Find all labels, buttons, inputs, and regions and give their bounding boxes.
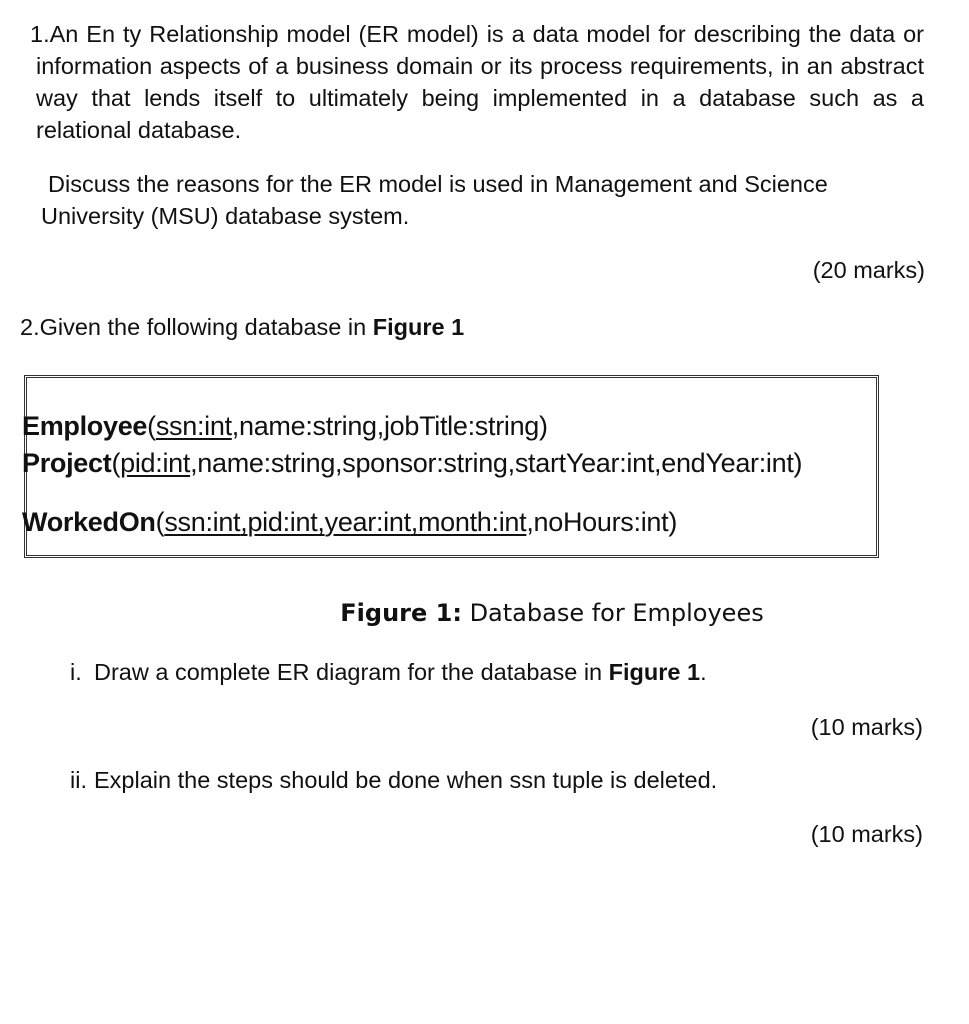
question-1-discuss-line-2: University (MSU) database system. [41, 203, 410, 229]
schema-workedon-attrs: ,noHours:int) [526, 507, 678, 537]
question-2-lead-text: 2.Given the following database in [20, 314, 373, 340]
question-2-i-numeral: i. [70, 659, 82, 685]
question-2-ii-numeral: ii. [70, 767, 87, 793]
question-1-marks: (20 marks) [812, 257, 925, 283]
figure-1-caption [0, 597, 969, 629]
question-2-ii-marks: (10 marks) [810, 821, 923, 847]
schema-workedon-key-pid: pid:int [247, 507, 318, 537]
question-1-discuss [41, 168, 925, 232]
schema-workedon-key-month: month:int [417, 507, 527, 537]
figure-1-caption-label: Figure 1: [340, 599, 462, 627]
question-2-lead [20, 311, 464, 343]
schema-workedon-sep: , [240, 507, 248, 537]
schema-employee-name: Employee [22, 411, 148, 441]
question-1-number: 1. [30, 21, 50, 47]
schema-workedon-open: ( [155, 507, 165, 537]
schema-project-name: Project [22, 448, 112, 478]
question-2-ii-text: Explain the steps should be done when ssn tuple is deleted. [94, 767, 718, 793]
question-2-figure-ref: Figure 1 [372, 314, 465, 340]
schema-employee-attrs: ,name:string,jobTitle:string) [231, 411, 548, 441]
schema-workedon-key-ssn: ssn:int [164, 507, 241, 537]
question-2-i-end: . [700, 659, 707, 685]
schema-workedon-sep: , [410, 507, 418, 537]
question-2-i-figure-ref: Figure 1 [608, 659, 701, 685]
question-2-i-marks: (10 marks) [810, 714, 923, 740]
question-2-i [70, 656, 707, 688]
schema-project [22, 446, 802, 480]
question-1-paragraph [30, 18, 924, 146]
schema-project-key: pid:int [120, 448, 191, 478]
question-1-text: An En ty Relationship model (ER model) is a data model for describing the data or information aspects of a business domain or its process requirements, in an abstract way that lends itself to ultimately being implemented in a database such as a relational database. [36, 21, 924, 143]
question-2-i-text: Draw a complete ER diagram for the database in [94, 659, 609, 685]
schema-workedon-sep: , [317, 507, 325, 537]
schema-employee-key: ssn:int [155, 411, 232, 441]
schema-project-open: ( [111, 448, 121, 478]
schema-workedon [22, 505, 677, 539]
schema-employee-open: ( [147, 411, 156, 441]
schema-workedon-name: WorkedOn [22, 507, 156, 537]
question-1-discuss-line-1: Discuss the reasons for the ER model is used in Management and Science [48, 171, 828, 197]
schema-project-attrs: ,name:string,sponsor:string,startYear:int,endYear:int) [190, 448, 803, 478]
schema-workedon-key-year: year:int [324, 507, 411, 537]
question-2-ii [70, 764, 717, 796]
figure-1-caption-text: Database for Employees [461, 599, 764, 627]
schema-employee [22, 409, 548, 443]
